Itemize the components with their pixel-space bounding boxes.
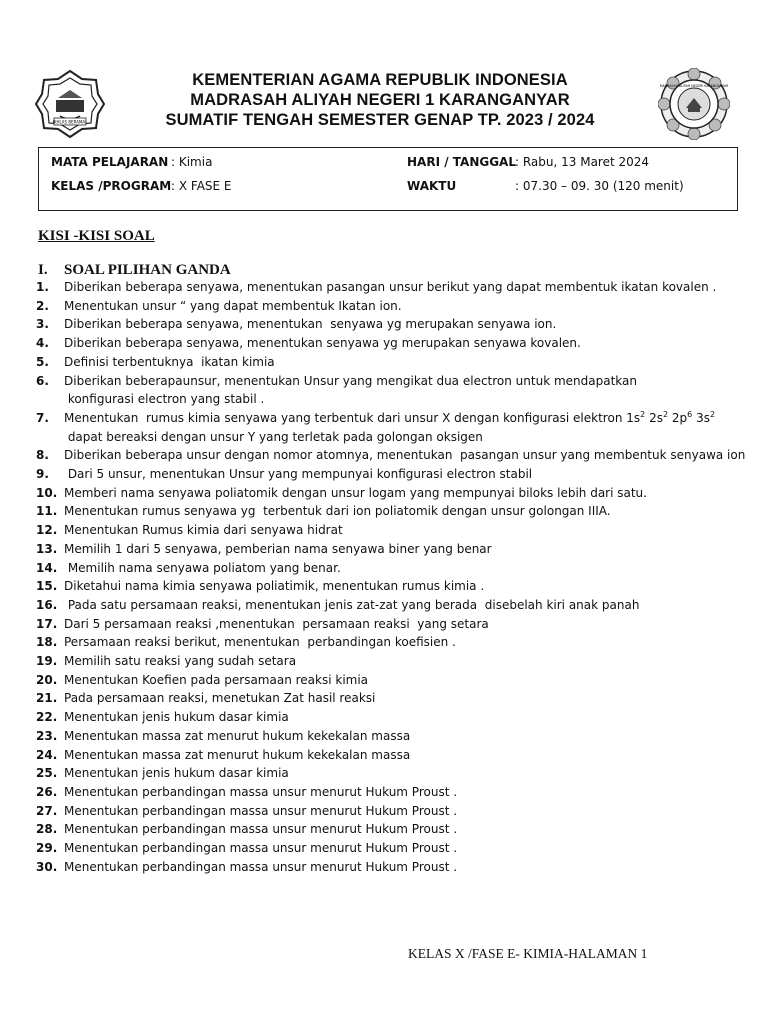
madrasah-seal-logo-icon: [658, 68, 730, 140]
subject-label: MATA PELAJARAN: [51, 155, 169, 169]
list-item: [36, 671, 736, 690]
date-value: : Rabu, 13 Maret 2024: [515, 155, 650, 169]
orbital-label: 1s: [626, 410, 641, 425]
question-number: 10.: [36, 485, 58, 500]
question-text: [64, 315, 736, 334]
question-number: 30.: [36, 859, 58, 874]
question-text-content: Menentukan jenis hukum dasar kimia: [64, 766, 289, 781]
list-item: [36, 839, 736, 858]
header-ministry: KEMENTERIAN AGAMA REPUBLIK INDONESIA: [192, 71, 568, 89]
orbital-exponent: 2: [709, 409, 716, 419]
question-number: 22.: [36, 710, 58, 725]
list-item: [36, 372, 736, 409]
question-text-content: Diberikan beberapa senyawa, menentukan pasangan unsur berikut yang dapat membentuk ikatan kovalen .: [64, 280, 717, 294]
question-text: [64, 708, 736, 727]
list-item: [36, 297, 736, 316]
subject-value: : Kimia: [171, 155, 213, 169]
kisi-title: KISI -KISI SOAL: [38, 228, 155, 244]
question-number: 6.: [36, 373, 49, 388]
question-text-content: Memilih 1 dari 5 senyawa, pemberian nama senyawa biner yang benar: [64, 541, 492, 556]
list-item: [36, 802, 736, 821]
list-item: [36, 334, 736, 353]
list-item: [36, 502, 736, 521]
list-item: [36, 446, 746, 465]
question-text: [64, 353, 736, 372]
time-label: WAKTU: [407, 179, 457, 193]
question-number: 3.: [36, 317, 49, 332]
orbital-label: 2s: [649, 410, 663, 425]
orbital-label: 3s: [696, 410, 710, 425]
question-number: 7.: [36, 410, 49, 425]
electron-orbital: [645, 411, 668, 425]
question-text: [64, 278, 736, 297]
question-text: [64, 746, 736, 765]
list-item: [36, 858, 736, 877]
question-text-content: Dari 5 unsur, menentukan Unsur yang mempunyai konfigurasi electron stabil: [64, 467, 533, 482]
orbital-exponent: 6: [687, 409, 693, 419]
section-heading: [38, 262, 231, 279]
question-text-content: Persamaan reaksi berikut, menentukan perbandingan koefisien .: [64, 635, 456, 650]
question-text: [64, 540, 736, 559]
question-text-content: Menentukan massa zat menurut hukum kekekalan massa: [64, 728, 411, 743]
question-number: 12.: [36, 523, 58, 538]
question-number: 28.: [36, 822, 58, 837]
question-text: [64, 633, 736, 652]
list-item: [36, 746, 736, 765]
question-number: 16.: [36, 597, 58, 612]
list-item: [36, 596, 736, 615]
section-title: SOAL PILIHAN GANDA: [64, 262, 231, 278]
list-item: [36, 615, 736, 634]
header-exam: SUMATIF TENGAH SEMESTER GENAP TP. 2023 / 2024: [165, 111, 595, 129]
question-text: [64, 502, 736, 521]
question-text-content: Diberikan beberapa senyawa, menentukan senyawa yg merupakan senyawa kovalen.: [64, 336, 581, 351]
question-text: [64, 297, 736, 316]
question-text: [64, 820, 736, 839]
question-list: [36, 278, 746, 877]
electron-orbital: [692, 411, 715, 425]
list-item: [36, 820, 736, 839]
question-number: 29.: [36, 841, 58, 856]
question-text: [64, 577, 736, 596]
question-number: 25.: [36, 766, 58, 781]
question-number: 17.: [36, 616, 58, 631]
question-text-content: Menentukan perbandingan massa unsur menurut Hukum Proust .: [64, 859, 458, 874]
question-text-content: Dari 5 persamaan reaksi ,menentukan persamaan reaksi yang setara: [64, 616, 489, 631]
question-text-content: Pada persamaan reaksi, menetukan Zat hasil reaksi: [64, 691, 376, 706]
question-text: [64, 372, 736, 391]
question-text: [64, 652, 736, 671]
question-number: 11.: [36, 504, 58, 519]
electron-orbital: [622, 411, 645, 425]
question-text: [64, 727, 736, 746]
question-text-content: Menentukan rumus senyawa yg terbentuk dari ion poliatomik dengan unsur golongan IIIA.: [64, 504, 611, 519]
question-text: [64, 858, 736, 877]
list-item: [36, 409, 736, 446]
list-item: [36, 783, 736, 802]
question-continuation: konfigurasi electron yang stabil .: [64, 392, 265, 407]
question-text: [64, 839, 736, 858]
exam-info-box: [38, 147, 738, 211]
section-numeral: I.: [38, 262, 48, 278]
list-item: [36, 689, 736, 708]
time-value: : 07.30 – 09. 30 (120 menit): [515, 179, 684, 193]
question-text-content: Memilih satu reaksi yang sudah setara: [64, 654, 297, 669]
question-text-content: Menentukan perbandingan massa unsur menurut Hukum Proust .: [64, 841, 458, 856]
question-number: 9.: [36, 467, 49, 482]
orbital-exponent: 2: [640, 409, 646, 419]
question-number: 27.: [36, 803, 58, 818]
list-item: [36, 278, 736, 297]
question-text: [64, 802, 736, 821]
list-item: [36, 577, 736, 596]
question-number: 24.: [36, 747, 58, 762]
question-text-content: Menentukan massa zat menurut hukum kekekalan massa: [64, 747, 411, 762]
list-item: [36, 521, 736, 540]
question-text: [64, 671, 736, 690]
list-item: [36, 484, 736, 503]
svg-text:MADRASAH ALIYAH NEGERI KARANGA: MADRASAH ALIYAH NEGERI KARANGANYAR: [659, 84, 729, 88]
list-item: [36, 353, 736, 372]
question-number: 23.: [36, 728, 58, 743]
question-text: [64, 689, 736, 708]
question-text-content: Definisi terbentuknya ikatan kimia: [64, 354, 275, 369]
question-text-content: Diketahui nama kimia senyawa poliatimik, menentukan rumus kimia .: [64, 579, 485, 594]
question-text: [64, 596, 736, 615]
question-text: [64, 615, 736, 634]
list-item: [36, 708, 736, 727]
question-continuation: dapat bereaksi dengan unsur Y yang terletak pada golongan oksigen: [64, 429, 483, 444]
question-number: 13.: [36, 541, 58, 556]
svg-text:IKHLAS BERAMAL: IKHLAS BERAMAL: [52, 119, 88, 125]
list-item: [36, 540, 736, 559]
question-text: [64, 559, 736, 578]
question-text-content: Menentukan perbandingan massa unsur menurut Hukum Proust .: [64, 822, 458, 837]
question-text-content: Menentukan jenis hukum dasar kimia: [64, 710, 289, 725]
question-text: [64, 334, 736, 353]
electron-orbital: [668, 411, 692, 425]
document-header: [110, 70, 650, 130]
list-item: [36, 633, 736, 652]
question-text-content: Menentukan Rumus kimia dari senyawa hidrat: [64, 523, 343, 538]
header-school: MADRASAH ALIYAH NEGERI 1 KARANGANYAR: [190, 91, 570, 109]
question-text: [64, 446, 746, 465]
question-text-content: Diberikan beberapa unsur dengan nomor atomnya, menentukan pasangan unsur yang membentuk senyawa ion: [64, 448, 746, 463]
orbital-exponent: 2: [662, 409, 669, 419]
list-item: [36, 315, 736, 334]
question-number: 18.: [36, 635, 58, 650]
question-text: [64, 409, 736, 428]
question-text: [64, 521, 736, 540]
page-footer: KELAS X /FASE E- KIMIA-HALAMAN 1: [408, 946, 648, 961]
question-text-content: Diberikan beberapaunsur, menentukan Unsur yang mengikat dua electron untuk mendapatkan: [64, 373, 637, 388]
question-number: 19.: [36, 654, 58, 669]
orbital-label: 2p: [671, 410, 688, 425]
question-text-content: Menentukan rumus kimia senyawa yang terbentuk dari unsur X dengan konfigurasi elektron: [64, 410, 623, 425]
list-item: [36, 652, 736, 671]
question-text-content: Menentukan Koefien pada persamaan reaksi kimia: [64, 672, 369, 687]
question-text-content: Menentukan perbandingan massa unsur menurut Hukum Proust .: [64, 803, 458, 818]
question-number: 5.: [36, 354, 49, 369]
question-number: 1.: [36, 280, 49, 294]
question-text-content: Pada satu persamaan reaksi, menentukan jenis zat-zat yang berada disebelah kiri anak panah: [64, 597, 640, 612]
question-text: [64, 764, 736, 783]
question-text: [64, 465, 736, 484]
question-number: 2.: [36, 298, 49, 313]
question-text-content: Memilih nama senyawa poliatom yang benar.: [64, 560, 341, 575]
list-item: [36, 727, 736, 746]
date-label: HARI / TANGGAL: [407, 155, 516, 169]
question-text: [64, 783, 736, 802]
question-number: 4.: [36, 336, 49, 351]
list-item: [36, 764, 736, 783]
question-number: 21.: [36, 691, 58, 706]
list-item: [36, 559, 736, 578]
list-item: [36, 465, 736, 484]
class-label: KELAS /PROGRAM: [51, 179, 172, 193]
question-number: 14.: [36, 560, 58, 575]
question-number: 15.: [36, 579, 58, 594]
question-text: [64, 484, 736, 503]
class-value: : X FASE E: [171, 179, 232, 193]
question-number: 26.: [36, 784, 58, 799]
question-number: 8.: [36, 448, 49, 463]
kementerian-agama-logo-icon: [34, 68, 106, 140]
question-text-content: Diberikan beberapa senyawa, menentukan senyawa yg merupakan senyawa ion.: [64, 317, 557, 332]
question-text-content: Memberi nama senyawa poliatomik dengan unsur logam yang mempunyai biloks lebih dari satu.: [64, 485, 647, 500]
question-text-content: Menentukan unsur “ yang dapat membentuk Ikatan ion.: [64, 298, 402, 313]
question-text-content: Menentukan perbandingan massa unsur menurut Hukum Proust .: [64, 784, 458, 799]
question-number: 20.: [36, 672, 58, 687]
